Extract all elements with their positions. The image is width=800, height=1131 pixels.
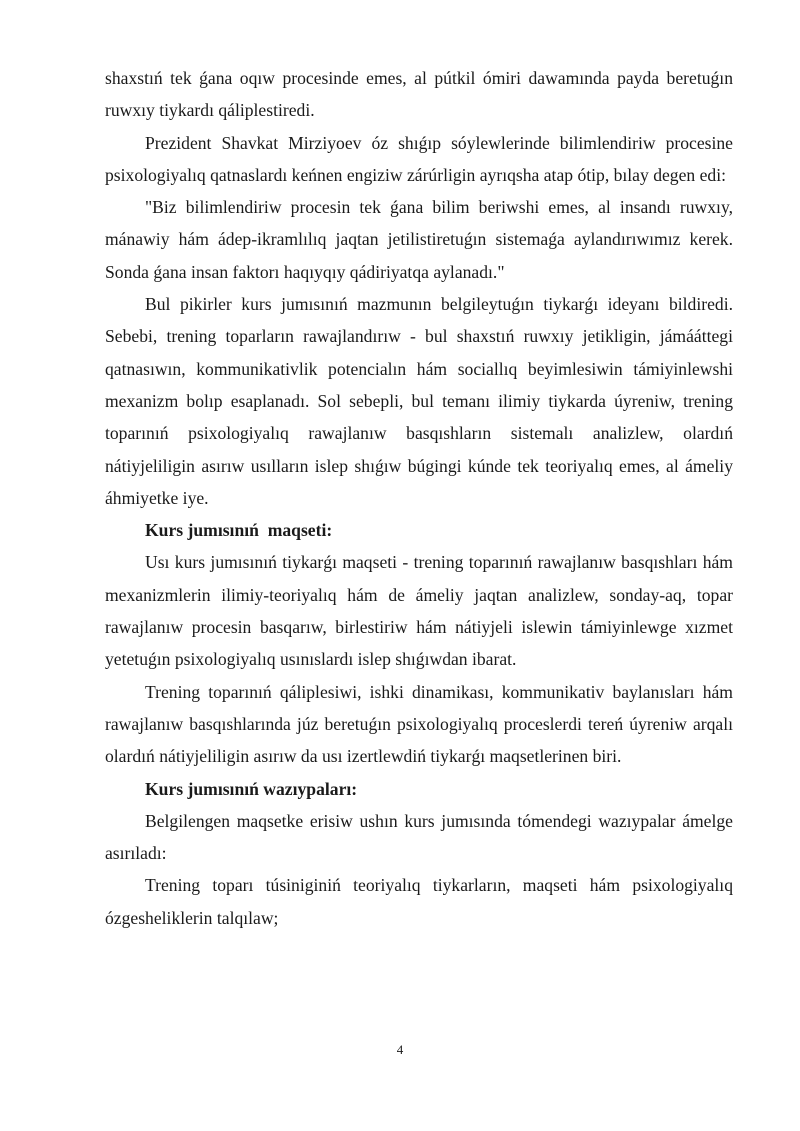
paragraph: Belgilengen maqsetke erisiw ushın kurs jumısında tómendegi wazıypalar ámelge asırıladı: (105, 810, 733, 864)
paragraph: Trening toparınıń qáliplesiwi, ishki dinamikası, kommunikativ baylanısları hám rawajlanıw basqıshlarında júz beretuǵın psixologiyalıq proceslerdi tereń úyreniw arqalı olardıń nátiyjeliligin asırıw da usı izertlewdiń tiykarǵı maqsetlerinen biri. (105, 681, 733, 767)
paragraph: Prezident Shavkat Mirziyoev óz shıǵıp sóylewlerinde bilimlendiriw procesine psixologiyalıq qatnaslardı keńnen engiziw zárúrligin ayrıqsha atap ótip, bılay degen edi: (105, 132, 733, 185)
paragraph: Usı kurs jumısınıń tiykarǵı maqseti - trening toparınıń rawajlanıw basqıshları hám mexanizmlerin ilimiy-teoriyalıq hám de ámeliy jaqtan analizlew, sonday-aq, topar rawajlanıw procesin basqarıw, birlestiriw hám nátiyjeli islewin támiyinlewge xızmet yetetuǵın psixologiyalıq usınıslardı islep shıǵıwdan ibarat. (105, 552, 733, 670)
paragraph: shaxstıń tek ǵana oqıw procesinde emes, al pútkil ómiri dawamında payda beretuǵın ruwxıy tiykardı qáliplestiredi. (105, 68, 733, 121)
document-body (105, 62, 733, 934)
page-number: 4 (396, 1042, 404, 1057)
paragraph: Bul pikirler kurs jumısınıń mazmunın belgileytuǵın tiykarǵı ideyanı bildiredi. Sebebi, trening toparların rawajlandırıw - bul shaxstıń ruwxıy jetikligin, jámááttegi qatnasıwın, kommunikativlik potencialın hám sociallıq beyimlesiwin támiyinlewshi mexanizm bolıp esaplanadı. Sol sebepli, bul temanı ilimiy tiykarda úyreniw, trening toparınıń psixologiyalıq rawajlanıw basqıshların sistemalı analizlew, olardıń nátiyjeliligin asırıw usılların islep shıǵıw búgingi kúnde tek teoriyalıq emes, al ámeliy áhmiyetke iye. (105, 294, 733, 508)
quote-paragraph: "Biz bilimlendiriw procesin tek ǵana bilim beriwshi emes, al insandı ruwxıy, mánawiy hám ádep-ikramlılıq jaqtan jetilistiretuǵın sistemaǵa aylandırıwımız kerek. Sonda ǵana insan faktorı haqıyqıy qádiriyatqa aylanadı." (105, 197, 733, 282)
section-heading-goal: Kurs jumısınıń maqseti: (145, 520, 333, 541)
paragraph: Trening toparı túsiniginiń teoriyalıq tiykarların, maqseti hám psixologiyalıq ózgesheliklerin talqılaw; (105, 875, 733, 928)
section-heading-tasks: Kurs jumısınıń wazıypaları: (145, 778, 358, 799)
